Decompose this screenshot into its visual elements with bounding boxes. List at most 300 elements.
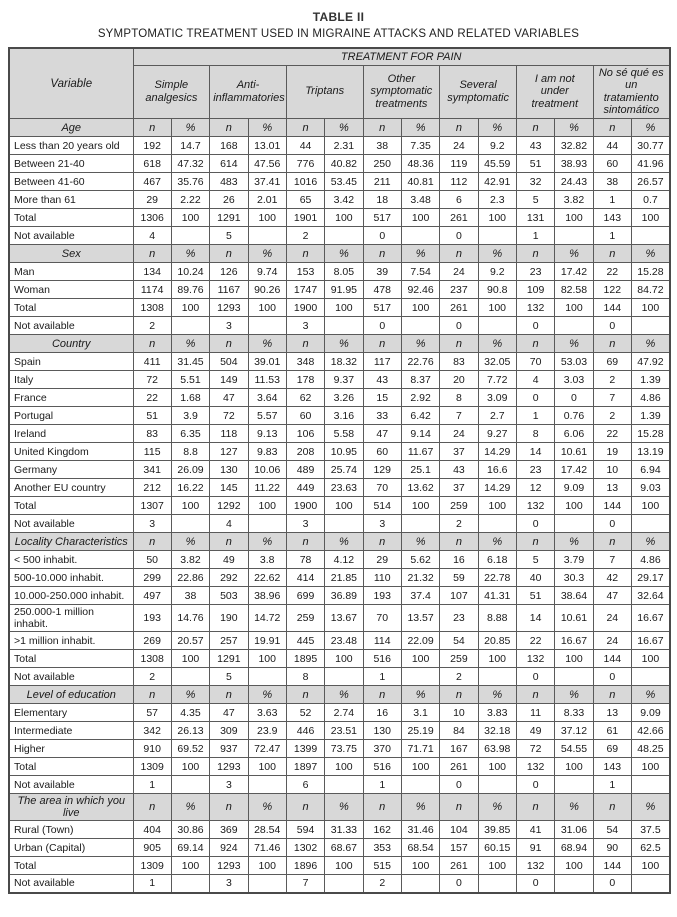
value-cell: 1895: [286, 650, 324, 668]
value-cell: 2: [133, 317, 171, 335]
value-cell: 14: [516, 443, 554, 461]
value-cell: 8.88: [478, 605, 516, 632]
value-cell: 100: [325, 497, 363, 515]
value-cell: 414: [286, 569, 324, 587]
table-row: [9, 758, 670, 776]
subcolumn-header: n: [210, 794, 248, 821]
subcolumn-header: %: [478, 245, 516, 263]
table-row: [9, 191, 670, 209]
row-label: Ireland: [9, 425, 133, 443]
value-cell: 10.61: [555, 605, 593, 632]
value-cell: 157: [440, 839, 478, 857]
value-cell: 100: [171, 758, 209, 776]
value-cell: [478, 668, 516, 686]
table-row: [9, 875, 670, 893]
value-cell: 65: [286, 191, 324, 209]
value-cell: 100: [631, 209, 669, 227]
value-cell: 100: [555, 758, 593, 776]
value-cell: 905: [133, 839, 171, 857]
value-cell: 100: [401, 758, 439, 776]
value-cell: 31.46: [401, 821, 439, 839]
value-cell: [171, 317, 209, 335]
value-cell: 1.39: [631, 371, 669, 389]
table-row: [9, 587, 670, 605]
table-row: [9, 569, 670, 587]
value-cell: 37.41: [248, 173, 286, 191]
value-cell: [325, 515, 363, 533]
value-cell: 17.42: [555, 461, 593, 479]
subcolumn-header: %: [325, 119, 363, 137]
value-cell: 497: [133, 587, 171, 605]
value-cell: 8.33: [555, 704, 593, 722]
value-cell: 40.82: [325, 155, 363, 173]
subcolumn-header: n: [593, 686, 631, 704]
value-cell: 0: [363, 317, 401, 335]
value-cell: 1306: [133, 209, 171, 227]
subcolumn-header: %: [555, 119, 593, 137]
subcolumn-header: %: [248, 794, 286, 821]
value-cell: 19: [593, 443, 631, 461]
value-cell: 132: [516, 857, 554, 875]
table-row: [9, 497, 670, 515]
value-cell: 9.27: [478, 425, 516, 443]
value-cell: 22: [593, 263, 631, 281]
value-cell: 100: [555, 497, 593, 515]
subcolumn-header: n: [593, 335, 631, 353]
row-label: Italy: [9, 371, 133, 389]
value-cell: 37.12: [555, 722, 593, 740]
row-label: < 500 inhabit.: [9, 551, 133, 569]
value-cell: 0: [516, 515, 554, 533]
subcolumn-header: %: [401, 119, 439, 137]
value-cell: 341: [133, 461, 171, 479]
value-cell: 22: [516, 632, 554, 650]
subcolumn-header: n: [440, 119, 478, 137]
value-cell: 71.71: [401, 740, 439, 758]
value-cell: 3.82: [171, 551, 209, 569]
value-cell: 3: [286, 317, 324, 335]
treatment-group-header: Anti-inflammatories: [210, 65, 287, 119]
value-cell: [555, 668, 593, 686]
section-header-row: [9, 245, 670, 263]
value-cell: 1: [363, 776, 401, 794]
value-cell: 1: [593, 227, 631, 245]
value-cell: 18: [363, 191, 401, 209]
table-row: [9, 461, 670, 479]
value-cell: 47: [363, 425, 401, 443]
value-cell: 17.42: [555, 263, 593, 281]
treatment-group-header: No sé qué es un tratamiento sintomático: [593, 65, 670, 119]
table-row: [9, 263, 670, 281]
row-label: 500-10.000 inhabit.: [9, 569, 133, 587]
value-cell: 162: [363, 821, 401, 839]
value-cell: 13.62: [401, 479, 439, 497]
subcolumn-header: %: [325, 335, 363, 353]
value-cell: 6: [286, 776, 324, 794]
value-cell: 47: [210, 704, 248, 722]
value-cell: 22.78: [478, 569, 516, 587]
value-cell: 23.48: [325, 632, 363, 650]
value-cell: 70: [363, 605, 401, 632]
value-cell: [325, 875, 363, 893]
subcolumn-header: %: [478, 335, 516, 353]
value-cell: 15: [363, 389, 401, 407]
value-cell: [171, 668, 209, 686]
value-cell: 7: [593, 551, 631, 569]
value-cell: 23: [440, 605, 478, 632]
value-cell: 3: [210, 875, 248, 893]
value-cell: 132: [516, 497, 554, 515]
value-cell: 41: [516, 821, 554, 839]
value-cell: 100: [478, 209, 516, 227]
value-cell: 50: [133, 551, 171, 569]
value-cell: 467: [133, 173, 171, 191]
value-cell: 192: [133, 137, 171, 155]
row-label: Man: [9, 263, 133, 281]
value-cell: 24: [440, 137, 478, 155]
value-cell: 3.16: [325, 407, 363, 425]
value-cell: 7: [593, 389, 631, 407]
value-cell: 24: [440, 425, 478, 443]
value-cell: 49: [516, 722, 554, 740]
subcolumn-header: n: [516, 119, 554, 137]
row-label: Total: [9, 857, 133, 875]
value-cell: 924: [210, 839, 248, 857]
section-name: Sex: [9, 245, 133, 263]
value-cell: 70: [363, 479, 401, 497]
value-cell: 72.47: [248, 740, 286, 758]
value-cell: 0: [516, 389, 554, 407]
value-cell: 16.67: [555, 632, 593, 650]
value-cell: 3: [133, 515, 171, 533]
value-cell: 43: [440, 461, 478, 479]
value-cell: 32.64: [631, 587, 669, 605]
subcolumn-header: %: [631, 686, 669, 704]
value-cell: 30.3: [555, 569, 593, 587]
value-cell: 261: [440, 758, 478, 776]
value-cell: 167: [440, 740, 478, 758]
table-row: [9, 704, 670, 722]
subcolumn-header: %: [555, 794, 593, 821]
subcolumn-header: n: [286, 794, 324, 821]
subcolumn-header: n: [210, 335, 248, 353]
value-cell: 5: [210, 227, 248, 245]
value-cell: 100: [171, 650, 209, 668]
value-cell: 23.9: [248, 722, 286, 740]
value-cell: 47: [593, 587, 631, 605]
value-cell: 60: [593, 155, 631, 173]
value-cell: 37.5: [631, 821, 669, 839]
section-header-row: [9, 119, 670, 137]
row-label: Spain: [9, 353, 133, 371]
value-cell: 20.85: [478, 632, 516, 650]
value-cell: 404: [133, 821, 171, 839]
value-cell: 112: [440, 173, 478, 191]
value-cell: 49: [210, 551, 248, 569]
value-cell: 29: [133, 191, 171, 209]
value-cell: [478, 875, 516, 893]
value-cell: 11.22: [248, 479, 286, 497]
value-cell: 100: [248, 299, 286, 317]
value-cell: [401, 776, 439, 794]
value-cell: 3.8: [248, 551, 286, 569]
value-cell: 72: [133, 371, 171, 389]
value-cell: 3.03: [555, 371, 593, 389]
subcolumn-header: n: [210, 119, 248, 137]
value-cell: 110: [363, 569, 401, 587]
value-cell: 100: [171, 497, 209, 515]
value-cell: [478, 515, 516, 533]
value-cell: 14.29: [478, 479, 516, 497]
value-cell: 261: [440, 209, 478, 227]
value-cell: 53.45: [325, 173, 363, 191]
section-name: Age: [9, 119, 133, 137]
value-cell: 1: [516, 227, 554, 245]
value-cell: 0: [516, 668, 554, 686]
value-cell: 0.76: [555, 407, 593, 425]
value-cell: 1016: [286, 173, 324, 191]
value-cell: 299: [133, 569, 171, 587]
value-cell: 24: [440, 263, 478, 281]
value-cell: 70: [516, 353, 554, 371]
value-cell: 62: [286, 389, 324, 407]
value-cell: 100: [171, 209, 209, 227]
value-cell: 36.89: [325, 587, 363, 605]
value-cell: 1900: [286, 497, 324, 515]
value-cell: [478, 776, 516, 794]
value-cell: 6.18: [478, 551, 516, 569]
value-cell: 2: [286, 227, 324, 245]
table-row: [9, 821, 670, 839]
variable-column-header: Variable: [9, 48, 133, 119]
value-cell: 100: [401, 650, 439, 668]
value-cell: 15.28: [631, 263, 669, 281]
value-cell: 2.22: [171, 191, 209, 209]
value-cell: 9.74: [248, 263, 286, 281]
value-cell: 69.52: [171, 740, 209, 758]
value-cell: 292: [210, 569, 248, 587]
subcolumn-header: n: [363, 119, 401, 137]
value-cell: 478: [363, 281, 401, 299]
subcolumn-header: n: [363, 533, 401, 551]
value-cell: 6.94: [631, 461, 669, 479]
value-cell: 0.7: [631, 191, 669, 209]
value-cell: 30.77: [631, 137, 669, 155]
value-cell: 13.67: [325, 605, 363, 632]
value-cell: 212: [133, 479, 171, 497]
value-cell: 100: [631, 299, 669, 317]
value-cell: 370: [363, 740, 401, 758]
value-cell: 503: [210, 587, 248, 605]
table-row: [9, 776, 670, 794]
value-cell: 1293: [210, 299, 248, 317]
subcolumn-header: n: [133, 794, 171, 821]
value-cell: 73.75: [325, 740, 363, 758]
value-cell: 9.14: [401, 425, 439, 443]
value-cell: 22.76: [401, 353, 439, 371]
value-cell: 29: [363, 551, 401, 569]
value-cell: 489: [286, 461, 324, 479]
value-cell: 1: [133, 875, 171, 893]
subcolumn-header: n: [286, 533, 324, 551]
value-cell: 100: [248, 758, 286, 776]
value-cell: 14: [516, 605, 554, 632]
value-cell: 82.58: [555, 281, 593, 299]
value-cell: 261: [440, 299, 478, 317]
value-cell: 13: [593, 704, 631, 722]
row-label: Total: [9, 758, 133, 776]
value-cell: 11: [516, 704, 554, 722]
value-cell: 31.06: [555, 821, 593, 839]
value-cell: 8.37: [401, 371, 439, 389]
value-cell: 1292: [210, 497, 248, 515]
value-cell: [631, 776, 669, 794]
value-cell: 3: [286, 515, 324, 533]
value-cell: 26.57: [631, 173, 669, 191]
value-cell: 69: [593, 353, 631, 371]
value-cell: 47.32: [171, 155, 209, 173]
value-cell: 4: [133, 227, 171, 245]
value-cell: 21.32: [401, 569, 439, 587]
value-cell: [478, 317, 516, 335]
value-cell: 92.46: [401, 281, 439, 299]
value-cell: 449: [286, 479, 324, 497]
value-cell: 144: [593, 650, 631, 668]
value-cell: 54.55: [555, 740, 593, 758]
treatment-group-header: Several symptomatic: [440, 65, 517, 119]
value-cell: 100: [325, 650, 363, 668]
value-cell: 149: [210, 371, 248, 389]
table-row: [9, 443, 670, 461]
value-cell: 1: [593, 191, 631, 209]
value-cell: 6.35: [171, 425, 209, 443]
subcolumn-header: %: [325, 533, 363, 551]
value-cell: 144: [593, 299, 631, 317]
value-cell: 699: [286, 587, 324, 605]
value-cell: 3.26: [325, 389, 363, 407]
subcolumn-header: %: [478, 533, 516, 551]
value-cell: 100: [555, 857, 593, 875]
value-cell: 132: [516, 299, 554, 317]
value-cell: [555, 515, 593, 533]
value-cell: 261: [440, 857, 478, 875]
value-cell: 143: [593, 758, 631, 776]
table-row: [9, 857, 670, 875]
value-cell: 18.32: [325, 353, 363, 371]
value-cell: 104: [440, 821, 478, 839]
value-cell: 0: [516, 875, 554, 893]
value-cell: 100: [325, 758, 363, 776]
value-cell: 83: [440, 353, 478, 371]
value-cell: 1293: [210, 857, 248, 875]
value-cell: [248, 668, 286, 686]
subcolumn-header: %: [555, 686, 593, 704]
treatment-group-header: Triptans: [286, 65, 363, 119]
row-label: Between 21-40: [9, 155, 133, 173]
value-cell: 100: [171, 299, 209, 317]
value-cell: 9.13: [248, 425, 286, 443]
subcolumn-header: n: [440, 245, 478, 263]
value-cell: 2.3: [478, 191, 516, 209]
value-cell: 22: [593, 425, 631, 443]
value-cell: 51: [516, 587, 554, 605]
value-cell: 100: [631, 857, 669, 875]
table-row: [9, 299, 670, 317]
table-row: [9, 668, 670, 686]
value-cell: 1: [516, 407, 554, 425]
value-cell: 16: [363, 704, 401, 722]
subcolumn-header: %: [401, 686, 439, 704]
row-label: Not available: [9, 668, 133, 686]
value-cell: 22.86: [171, 569, 209, 587]
value-cell: 5.58: [325, 425, 363, 443]
value-cell: 32.18: [478, 722, 516, 740]
value-cell: 63.98: [478, 740, 516, 758]
value-cell: 2.74: [325, 704, 363, 722]
section-header-row: [9, 794, 670, 821]
value-cell: 1897: [286, 758, 324, 776]
value-cell: 1900: [286, 299, 324, 317]
value-cell: 39.85: [478, 821, 516, 839]
row-label: Total: [9, 299, 133, 317]
value-cell: 100: [325, 299, 363, 317]
value-cell: 8.8: [171, 443, 209, 461]
subcolumn-header: n: [286, 335, 324, 353]
value-cell: 8.05: [325, 263, 363, 281]
value-cell: 90: [593, 839, 631, 857]
subcolumn-header: n: [593, 533, 631, 551]
value-cell: 1.68: [171, 389, 209, 407]
value-cell: 1291: [210, 650, 248, 668]
value-cell: 48.36: [401, 155, 439, 173]
value-cell: 117: [363, 353, 401, 371]
section-name: The area in which you live: [9, 794, 133, 821]
value-cell: 60: [363, 443, 401, 461]
value-cell: 2.31: [325, 137, 363, 155]
value-cell: 178: [286, 371, 324, 389]
value-cell: 0: [593, 317, 631, 335]
row-label: 250.000-1 million inhabit.: [9, 605, 133, 632]
value-cell: 90.26: [248, 281, 286, 299]
value-cell: 3.9: [171, 407, 209, 425]
table-row: [9, 515, 670, 533]
value-cell: 72: [210, 407, 248, 425]
value-cell: 43: [516, 137, 554, 155]
subcolumn-header: n: [363, 245, 401, 263]
row-label: Not available: [9, 875, 133, 893]
row-label: Rural (Town): [9, 821, 133, 839]
value-cell: 0: [516, 317, 554, 335]
subcolumn-header: %: [401, 245, 439, 263]
value-cell: [171, 227, 209, 245]
table-row: [9, 281, 670, 299]
value-cell: 31.33: [325, 821, 363, 839]
value-cell: 100: [401, 497, 439, 515]
table-row: [9, 407, 670, 425]
value-cell: 59: [440, 569, 478, 587]
value-cell: 0: [516, 776, 554, 794]
subcolumn-header: n: [440, 686, 478, 704]
subcolumn-header: %: [401, 533, 439, 551]
value-cell: 8: [516, 425, 554, 443]
value-cell: 594: [286, 821, 324, 839]
value-cell: 2.92: [401, 389, 439, 407]
value-cell: 5: [210, 668, 248, 686]
value-cell: 237: [440, 281, 478, 299]
value-cell: [401, 227, 439, 245]
value-cell: [325, 227, 363, 245]
subcolumn-header: n: [593, 245, 631, 263]
